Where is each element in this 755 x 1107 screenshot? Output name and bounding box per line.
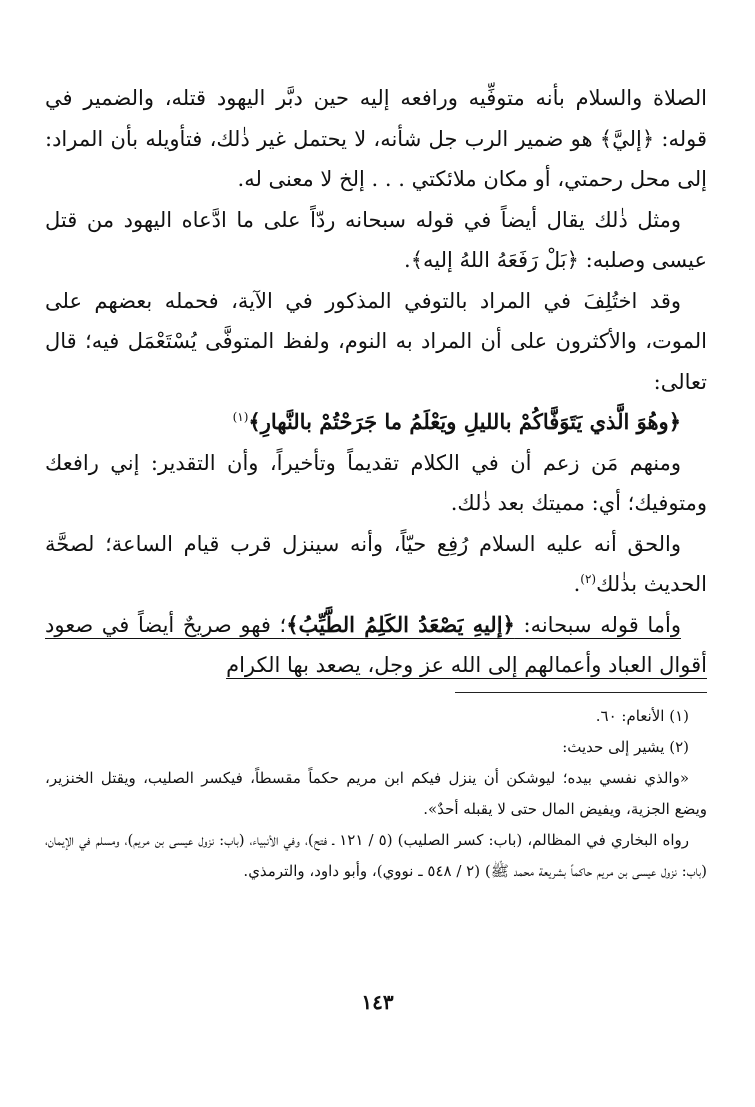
quranic-verse (45, 402, 707, 443)
paragraph: الصلاة والسلام بأنه متوفِّيه ورافعه إليه حين دبَّر اليهود قتله، والضمير في قوله: ﴿إليَّ﴾ هو ضمير الرب جل شأنه، لا يحتمل غير ذٰلك، فتأويله بأن المراد: إلى محل رحمتي، أو مكان ملائكتي . . . إلخ لا معنى له. (45, 86, 707, 191)
paragraph: ومثل ذٰلك يقال أيضاً في قوله سبحانه ردّاً على ما ادَّعاه اليهود من قتل عيسى وصلبه: ﴿بَلْ رَفَعَهُ اللهُ إليه﴾. (45, 207, 707, 272)
paragraph-intro: وأما قوله سبحانه: (514, 612, 681, 637)
footnote-ref-1[interactable]: (١) (232, 410, 249, 424)
page-number: ١٤٣ (361, 990, 394, 1014)
paragraph (45, 605, 707, 686)
paragraph-tail: . (573, 572, 581, 596)
footnote-ref-2[interactable]: (٢) (580, 572, 597, 586)
paragraph-text: والحق أنه عليه السلام رُفِع حيّاً، وأنه سينزل قرب قيام الساعة؛ لصحَّة الحديث بذٰلك (45, 531, 707, 596)
footnote-hadith: «والذي نفسي بيده؛ ليوشكن أن ينزل فيكم ابن مريم حكماً مقسطاً، فيكسر الصليب، ويقتل الخنزير، ويضع الجزية، ويفيض المال حتى لا يقبله أحدٌ». (45, 768, 707, 818)
footnote-source: رواه البخاري في المظالم، (باب: كسر الصليب) (٥ / ١٢١ ـ فتح)، وفي الأنبياء، (باب: نزول عيسى بن مريم)، ومسلم في الإيمان، (باب: نزول عيسى بن مريم حاكماً بشريعة محمد ﷺ) (٢ / ٥٤٨ ـ نووي)، وأبو داود، والترمذي. (45, 830, 707, 880)
main-text (45, 78, 707, 686)
paragraph-tail: ؛ فهو صريحٌ أيضاً في صعود أقوال العباد وأعمالهم إلى الله عز وجل، يصعد بها الكرام (45, 612, 707, 677)
footnotes (45, 701, 707, 887)
footnote-divider (455, 692, 707, 693)
verse-text: ﴿إليهِ يَصْعَدُ الكَلِمُ الطَّيِّبُ﴾ (286, 611, 515, 637)
paragraph: ومنهم مَن زعم أن في الكلام تقديماً وتأخيراً، وأن التقدير: إني رافعك ومتوفيك؛ أي: مميتك بعد ذٰلك. (45, 450, 707, 515)
footnote: (٢) يشير إلى حديث: (562, 737, 689, 756)
verse-text: ﴿وهُوَ الَّذي يَتَوَفَّاكُمْ بالليلِ ويَعْلَمُ ما جَرَحْتُمْ بالنَّهارِ﴾ (248, 409, 681, 434)
footnote: (١) الأنعام: ٦٠. (595, 706, 689, 725)
page-body (45, 78, 707, 887)
paragraph: وقد اختُلِفَ في المراد بالتوفي المذكور في الآية، فحمله بعضهم على الموت، والأكثرون على أن المراد به النوم، ولفظ المتوفَّى يُسْتَعْمَل فيه؛ قال تعالى: (45, 288, 707, 394)
paragraph (45, 524, 707, 605)
